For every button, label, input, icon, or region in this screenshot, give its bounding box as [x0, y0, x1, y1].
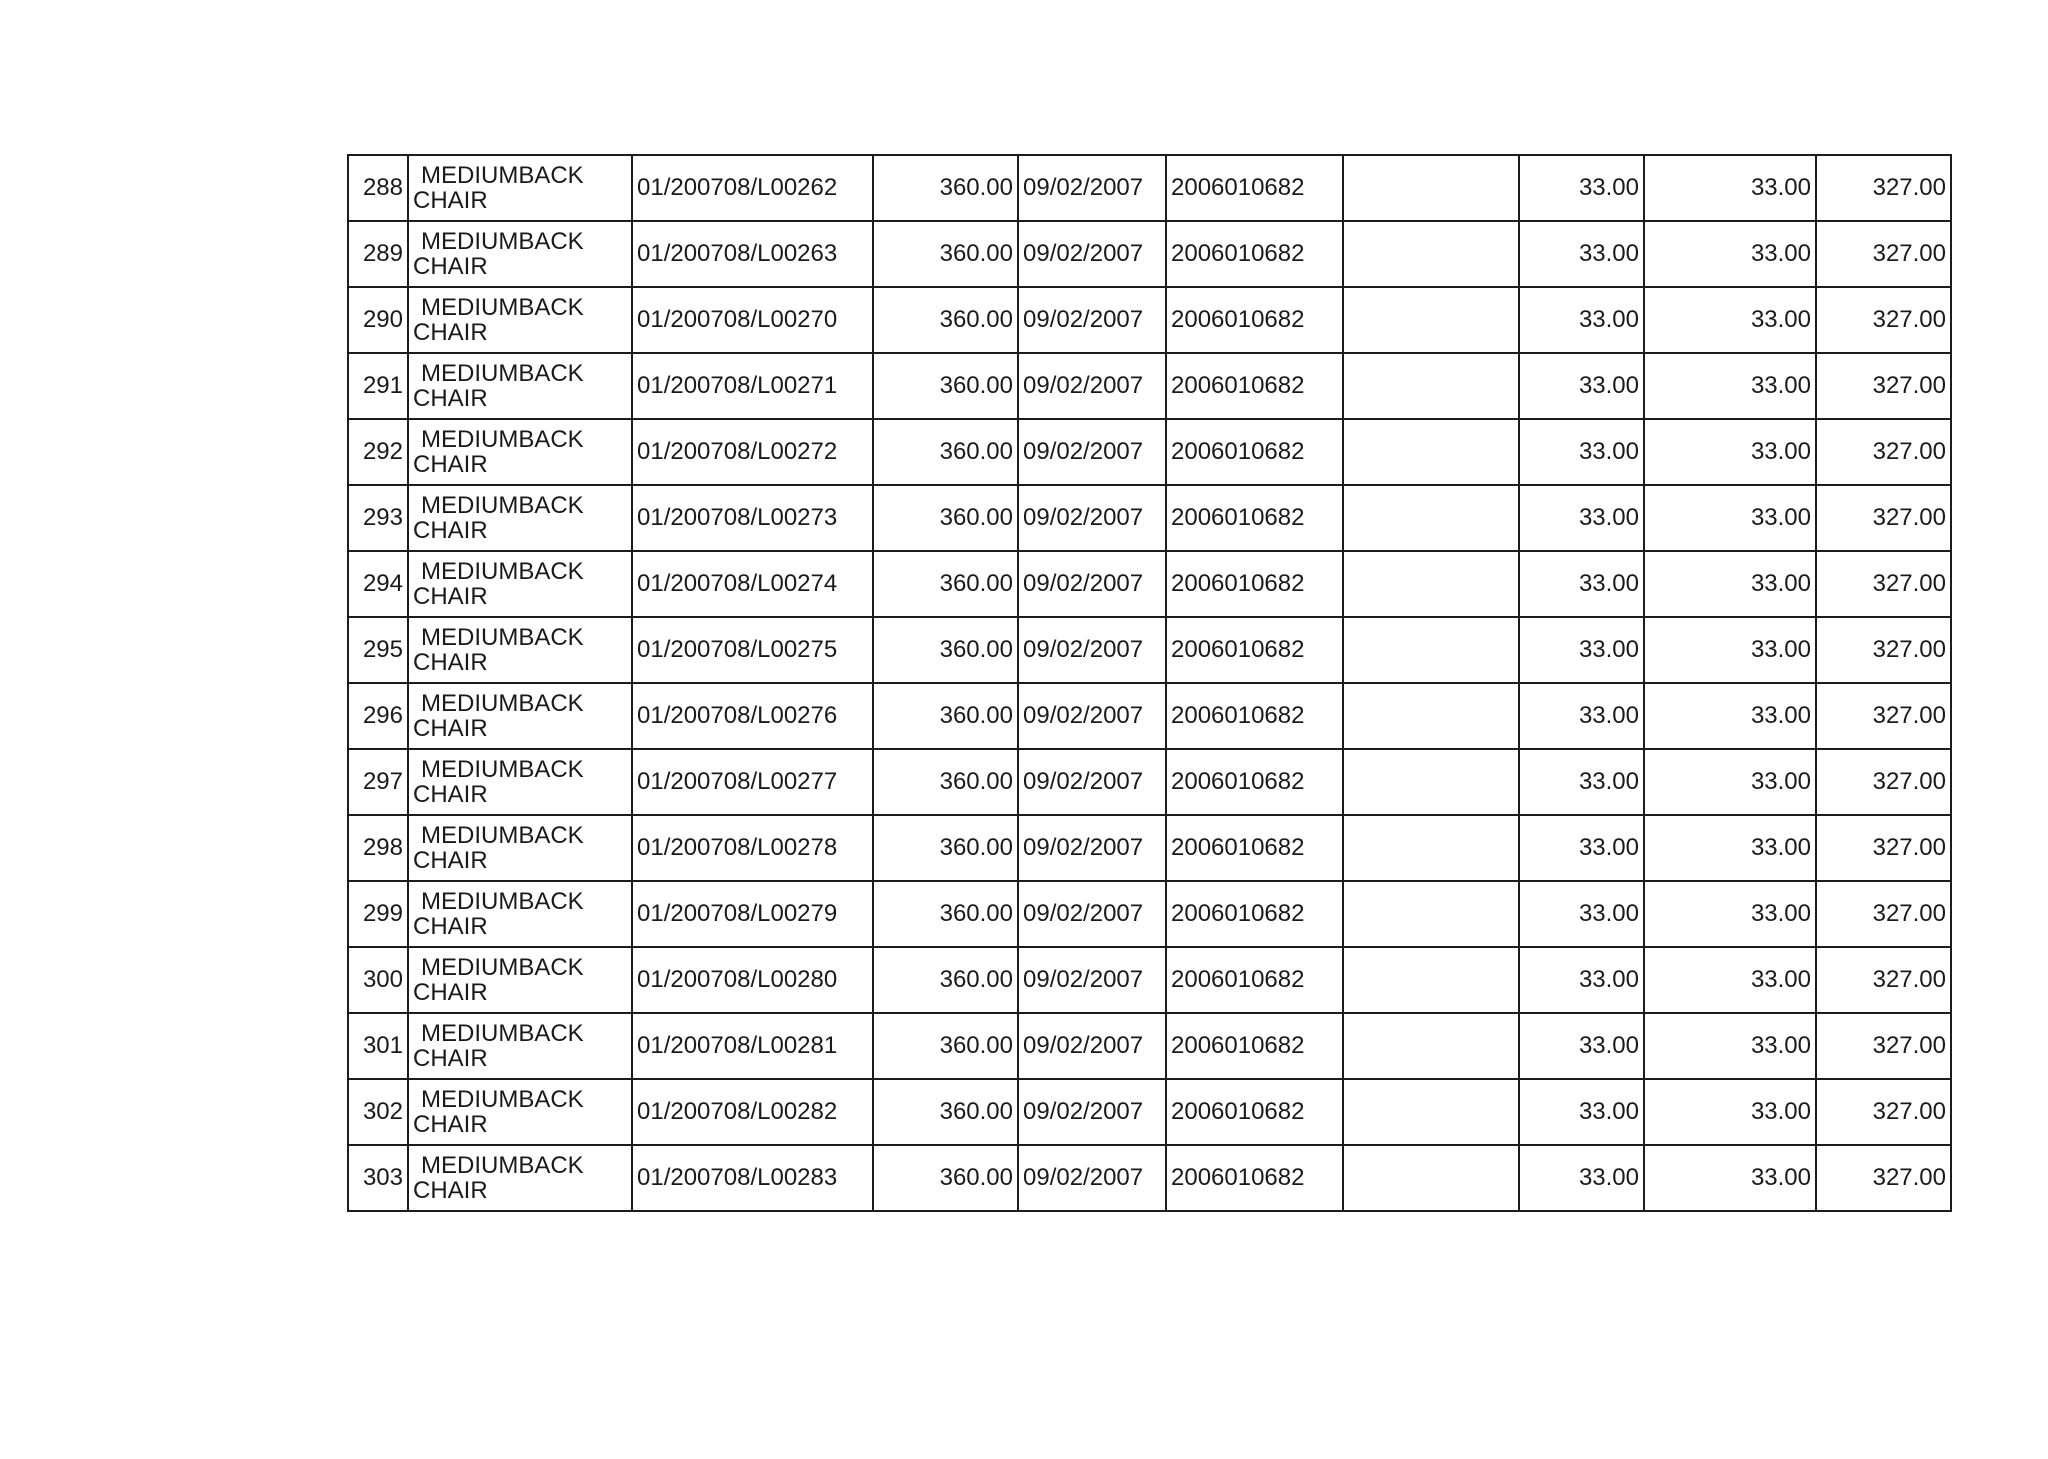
description-cell	[408, 287, 632, 353]
reference-cell: 01/200708/L00272	[632, 419, 873, 485]
value-1-cell: 33.00	[1519, 1079, 1644, 1145]
value-3-cell: 327.00	[1816, 1145, 1951, 1211]
amount-cell: 360.00	[873, 287, 1018, 353]
description-cell	[408, 485, 632, 551]
reference-cell: 01/200708/L00276	[632, 683, 873, 749]
amount-cell: 360.00	[873, 221, 1018, 287]
description-line-2: CHAIR	[413, 1045, 488, 1072]
description-line-2: CHAIR	[413, 847, 488, 874]
code-cell: 2006010682	[1166, 749, 1343, 815]
date-cell: 09/02/2007	[1018, 485, 1166, 551]
value-1-cell: 33.00	[1519, 551, 1644, 617]
description-line-1: MEDIUMBACK	[421, 623, 584, 651]
value-2-cell: 33.00	[1644, 815, 1816, 881]
value-1-cell: 33.00	[1519, 683, 1644, 749]
reference-cell: 01/200708/L00280	[632, 947, 873, 1013]
amount-cell: 360.00	[873, 485, 1018, 551]
row-number-cell: 300	[348, 947, 408, 1013]
value-2-cell: 33.00	[1644, 353, 1816, 419]
description-cell	[408, 617, 632, 683]
value-3-cell: 327.00	[1816, 749, 1951, 815]
code-cell: 2006010682	[1166, 551, 1343, 617]
blank-cell	[1343, 155, 1519, 221]
date-cell: 09/02/2007	[1018, 881, 1166, 947]
amount-cell: 360.00	[873, 947, 1018, 1013]
description-cell	[408, 353, 632, 419]
ledger-body	[348, 155, 1951, 1211]
table-row	[348, 1079, 1951, 1145]
description-line-2: CHAIR	[413, 385, 488, 412]
reference-cell: 01/200708/L00270	[632, 287, 873, 353]
value-2-cell: 33.00	[1644, 287, 1816, 353]
description-line-2: CHAIR	[413, 253, 488, 280]
value-3-cell: 327.00	[1816, 947, 1951, 1013]
row-number-cell: 294	[348, 551, 408, 617]
description-line-1: MEDIUMBACK	[421, 887, 584, 915]
value-2-cell: 33.00	[1644, 947, 1816, 1013]
description-line-1: MEDIUMBACK	[421, 1085, 584, 1113]
row-number-cell: 295	[348, 617, 408, 683]
value-3-cell: 327.00	[1816, 155, 1951, 221]
value-1-cell: 33.00	[1519, 221, 1644, 287]
description-cell	[408, 683, 632, 749]
reference-cell: 01/200708/L00281	[632, 1013, 873, 1079]
date-cell: 09/02/2007	[1018, 947, 1166, 1013]
value-3-cell: 327.00	[1816, 1013, 1951, 1079]
row-number-cell: 302	[348, 1079, 408, 1145]
description-cell	[408, 221, 632, 287]
description-line-1: MEDIUMBACK	[421, 755, 584, 783]
value-2-cell: 33.00	[1644, 749, 1816, 815]
description-line-2: CHAIR	[413, 715, 488, 742]
description-cell	[408, 155, 632, 221]
table-row	[348, 155, 1951, 221]
code-cell: 2006010682	[1166, 947, 1343, 1013]
description-cell	[408, 815, 632, 881]
amount-cell: 360.00	[873, 419, 1018, 485]
description-cell	[408, 881, 632, 947]
description-line-2: CHAIR	[413, 319, 488, 346]
value-3-cell: 327.00	[1816, 1079, 1951, 1145]
description-line-1: MEDIUMBACK	[421, 425, 584, 453]
row-number-cell: 296	[348, 683, 408, 749]
amount-cell: 360.00	[873, 155, 1018, 221]
description-line-1: MEDIUMBACK	[421, 1019, 584, 1047]
amount-cell: 360.00	[873, 617, 1018, 683]
table-row	[348, 287, 1951, 353]
value-1-cell: 33.00	[1519, 617, 1644, 683]
description-line-2: CHAIR	[413, 913, 488, 940]
code-cell: 2006010682	[1166, 287, 1343, 353]
value-2-cell: 33.00	[1644, 551, 1816, 617]
table-row	[348, 815, 1951, 881]
row-number-cell: 298	[348, 815, 408, 881]
code-cell: 2006010682	[1166, 353, 1343, 419]
reference-cell: 01/200708/L00263	[632, 221, 873, 287]
value-2-cell: 33.00	[1644, 419, 1816, 485]
value-2-cell: 33.00	[1644, 881, 1816, 947]
value-1-cell: 33.00	[1519, 1013, 1644, 1079]
blank-cell	[1343, 881, 1519, 947]
amount-cell: 360.00	[873, 815, 1018, 881]
value-3-cell: 327.00	[1816, 551, 1951, 617]
date-cell: 09/02/2007	[1018, 287, 1166, 353]
date-cell: 09/02/2007	[1018, 683, 1166, 749]
reference-cell: 01/200708/L00277	[632, 749, 873, 815]
row-number-cell: 299	[348, 881, 408, 947]
table-row	[348, 1013, 1951, 1079]
reference-cell: 01/200708/L00271	[632, 353, 873, 419]
value-1-cell: 33.00	[1519, 947, 1644, 1013]
row-number-cell: 303	[348, 1145, 408, 1211]
description-line-1: MEDIUMBACK	[421, 557, 584, 585]
blank-cell	[1343, 947, 1519, 1013]
value-3-cell: 327.00	[1816, 485, 1951, 551]
table-row	[348, 485, 1951, 551]
description-line-2: CHAIR	[413, 1177, 488, 1204]
blank-cell	[1343, 749, 1519, 815]
description-cell	[408, 1145, 632, 1211]
code-cell: 2006010682	[1166, 155, 1343, 221]
description-cell	[408, 947, 632, 1013]
code-cell: 2006010682	[1166, 683, 1343, 749]
table-row	[348, 221, 1951, 287]
description-line-2: CHAIR	[413, 451, 488, 478]
value-2-cell: 33.00	[1644, 1145, 1816, 1211]
date-cell: 09/02/2007	[1018, 353, 1166, 419]
value-1-cell: 33.00	[1519, 287, 1644, 353]
description-line-2: CHAIR	[413, 1111, 488, 1138]
amount-cell: 360.00	[873, 1013, 1018, 1079]
description-cell	[408, 749, 632, 815]
table-row	[348, 419, 1951, 485]
description-line-1: MEDIUMBACK	[421, 1151, 584, 1179]
description-line-1: MEDIUMBACK	[421, 359, 584, 387]
amount-cell: 360.00	[873, 683, 1018, 749]
blank-cell	[1343, 287, 1519, 353]
value-2-cell: 33.00	[1644, 683, 1816, 749]
blank-cell	[1343, 1013, 1519, 1079]
amount-cell: 360.00	[873, 749, 1018, 815]
row-number-cell: 301	[348, 1013, 408, 1079]
description-line-2: CHAIR	[413, 517, 488, 544]
value-3-cell: 327.00	[1816, 221, 1951, 287]
blank-cell	[1343, 419, 1519, 485]
code-cell: 2006010682	[1166, 815, 1343, 881]
value-3-cell: 327.00	[1816, 881, 1951, 947]
value-3-cell: 327.00	[1816, 419, 1951, 485]
table-row	[348, 1145, 1951, 1211]
value-2-cell: 33.00	[1644, 155, 1816, 221]
value-1-cell: 33.00	[1519, 1145, 1644, 1211]
code-cell: 2006010682	[1166, 221, 1343, 287]
description-line-1: MEDIUMBACK	[421, 689, 584, 717]
table-row	[348, 881, 1951, 947]
description-line-2: CHAIR	[413, 649, 488, 676]
code-cell: 2006010682	[1166, 617, 1343, 683]
value-1-cell: 33.00	[1519, 353, 1644, 419]
date-cell: 09/02/2007	[1018, 1079, 1166, 1145]
description-line-2: CHAIR	[413, 979, 488, 1006]
row-number-cell: 292	[348, 419, 408, 485]
value-3-cell: 327.00	[1816, 815, 1951, 881]
code-cell: 2006010682	[1166, 881, 1343, 947]
description-line-1: MEDIUMBACK	[421, 953, 584, 981]
blank-cell	[1343, 353, 1519, 419]
description-line-1: MEDIUMBACK	[421, 227, 584, 255]
table-row	[348, 551, 1951, 617]
description-line-1: MEDIUMBACK	[421, 821, 584, 849]
code-cell: 2006010682	[1166, 1013, 1343, 1079]
code-cell: 2006010682	[1166, 1079, 1343, 1145]
value-2-cell: 33.00	[1644, 617, 1816, 683]
date-cell: 09/02/2007	[1018, 221, 1166, 287]
value-1-cell: 33.00	[1519, 881, 1644, 947]
value-3-cell: 327.00	[1816, 287, 1951, 353]
amount-cell: 360.00	[873, 881, 1018, 947]
row-number-cell: 289	[348, 221, 408, 287]
table-row	[348, 683, 1951, 749]
description-cell	[408, 419, 632, 485]
reference-cell: 01/200708/L00274	[632, 551, 873, 617]
row-number-cell: 290	[348, 287, 408, 353]
blank-cell	[1343, 1145, 1519, 1211]
date-cell: 09/02/2007	[1018, 155, 1166, 221]
row-number-cell: 288	[348, 155, 408, 221]
description-line-1: MEDIUMBACK	[421, 491, 584, 519]
code-cell: 2006010682	[1166, 485, 1343, 551]
reference-cell: 01/200708/L00279	[632, 881, 873, 947]
value-1-cell: 33.00	[1519, 815, 1644, 881]
table-row	[348, 617, 1951, 683]
blank-cell	[1343, 485, 1519, 551]
table-row	[348, 749, 1951, 815]
description-line-2: CHAIR	[413, 781, 488, 808]
row-number-cell: 297	[348, 749, 408, 815]
value-3-cell: 327.00	[1816, 353, 1951, 419]
date-cell: 09/02/2007	[1018, 419, 1166, 485]
code-cell: 2006010682	[1166, 419, 1343, 485]
value-1-cell: 33.00	[1519, 749, 1644, 815]
value-3-cell: 327.00	[1816, 683, 1951, 749]
reference-cell: 01/200708/L00278	[632, 815, 873, 881]
blank-cell	[1343, 1079, 1519, 1145]
description-cell	[408, 1079, 632, 1145]
code-cell: 2006010682	[1166, 1145, 1343, 1211]
reference-cell: 01/200708/L00275	[632, 617, 873, 683]
reference-cell: 01/200708/L00273	[632, 485, 873, 551]
amount-cell: 360.00	[873, 1079, 1018, 1145]
description-line-2: CHAIR	[413, 187, 488, 214]
amount-cell: 360.00	[873, 353, 1018, 419]
value-2-cell: 33.00	[1644, 1079, 1816, 1145]
blank-cell	[1343, 221, 1519, 287]
date-cell: 09/02/2007	[1018, 617, 1166, 683]
row-number-cell: 293	[348, 485, 408, 551]
value-2-cell: 33.00	[1644, 485, 1816, 551]
row-number-cell: 291	[348, 353, 408, 419]
blank-cell	[1343, 551, 1519, 617]
amount-cell: 360.00	[873, 1145, 1018, 1211]
date-cell: 09/02/2007	[1018, 749, 1166, 815]
date-cell: 09/02/2007	[1018, 815, 1166, 881]
table-row	[348, 353, 1951, 419]
description-line-2: CHAIR	[413, 583, 488, 610]
date-cell: 09/02/2007	[1018, 551, 1166, 617]
blank-cell	[1343, 815, 1519, 881]
date-cell: 09/02/2007	[1018, 1145, 1166, 1211]
value-1-cell: 33.00	[1519, 419, 1644, 485]
reference-cell: 01/200708/L00282	[632, 1079, 873, 1145]
table-row	[348, 947, 1951, 1013]
description-line-1: MEDIUMBACK	[421, 161, 584, 189]
value-3-cell: 327.00	[1816, 617, 1951, 683]
reference-cell: 01/200708/L00262	[632, 155, 873, 221]
blank-cell	[1343, 617, 1519, 683]
reference-cell: 01/200708/L00283	[632, 1145, 873, 1211]
value-1-cell: 33.00	[1519, 155, 1644, 221]
amount-cell: 360.00	[873, 551, 1018, 617]
asset-ledger-table	[347, 154, 1952, 1212]
description-cell	[408, 1013, 632, 1079]
value-2-cell: 33.00	[1644, 221, 1816, 287]
date-cell: 09/02/2007	[1018, 1013, 1166, 1079]
description-cell	[408, 551, 632, 617]
value-2-cell: 33.00	[1644, 1013, 1816, 1079]
blank-cell	[1343, 683, 1519, 749]
description-line-1: MEDIUMBACK	[421, 293, 584, 321]
value-1-cell: 33.00	[1519, 485, 1644, 551]
